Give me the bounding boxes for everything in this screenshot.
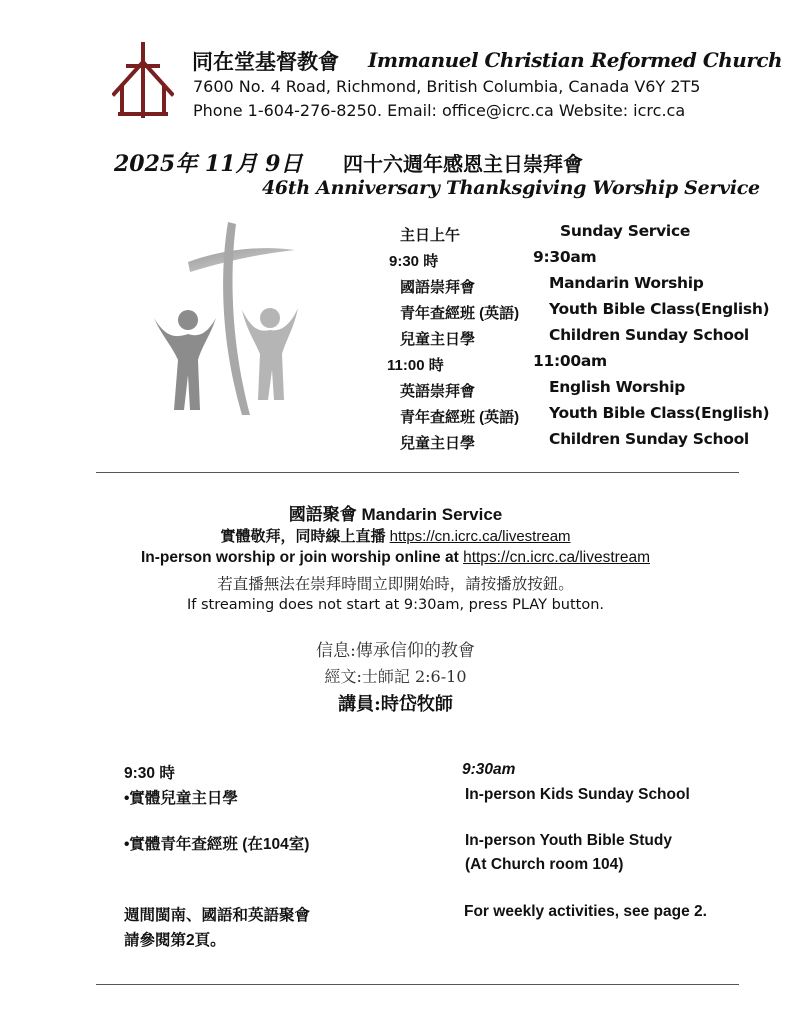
schedule-item-cn: 青年查經班 (英語)	[400, 409, 520, 426]
weekly-note-cn: 週間閩南、國語和英語聚會	[124, 907, 311, 924]
cross-with-people-icon	[150, 210, 300, 425]
schedule-item-en: Children Sunday School	[549, 430, 749, 448]
schedule-item-cn: 青年查經班 (英語)	[400, 305, 520, 322]
service-title-cn: 四十六週年感恩主日崇拜會	[343, 152, 583, 176]
schedule-item-en: English Worship	[549, 378, 686, 396]
schedule-item-en: Youth Bible Class(English)	[549, 300, 770, 318]
stream-note-en: If streaming does not start at 9:30am, press PLAY button.	[186, 597, 605, 613]
schedule-heading-cn: 主日上午	[400, 227, 461, 244]
stream-note-cn: 若直播無法在崇拜時間立即開始時，請按播放按鈕。	[217, 575, 574, 593]
schedule-time1-cn: 9:30 時	[389, 253, 439, 270]
sermon-speaker: 講員:時岱牧師	[338, 694, 453, 715]
mandarin-service-title: 國語聚會 Mandarin Service	[288, 505, 503, 524]
divider	[96, 984, 739, 985]
inperson-cn-line	[0, 525, 791, 546]
schedule-item-cn: 英語崇拜會	[400, 383, 476, 400]
inperson-en-line	[0, 549, 791, 567]
sermon-message: 信息:傳承信仰的教會	[316, 641, 475, 661]
livestream-link[interactable]: https://cn.icrc.ca/livestream	[389, 528, 571, 545]
schedule-heading-en: Sunday Service	[560, 222, 691, 240]
schedule-item-cn: 兒童主日學	[400, 435, 476, 452]
schedule-item-cn: 國語崇拜會	[400, 279, 476, 296]
bottom-time-en: 9:30am	[462, 761, 516, 778]
church-address: 7600 No. 4 Road, Richmond, British Columbia, Canada V6Y 2T5	[193, 77, 701, 96]
schedule-item-en: Mandarin Worship	[549, 274, 704, 292]
divider	[96, 472, 739, 473]
youth-study-en: In-person Youth Bible Study	[465, 832, 672, 849]
weekly-note-cn-2: 請參閱第2頁。	[124, 932, 226, 949]
schedule-item-en: Children Sunday School	[549, 326, 749, 344]
church-contact: Phone 1-604-276-8250. Email: office@icrc.ca Website: icrc.ca	[193, 101, 686, 120]
church-name-cn: 同在堂基督教會	[192, 49, 339, 74]
sermon-scripture: 經文:士師記 2:6-10	[324, 667, 467, 686]
schedule-time2-en: 11:00am	[533, 352, 607, 370]
bottom-time-cn: 9:30 時	[124, 765, 175, 782]
service-date: 2025年 11月 9日	[114, 151, 303, 177]
schedule-item-cn: 兒童主日學	[400, 331, 476, 348]
livestream-link[interactable]: https://cn.icrc.ca/livestream	[463, 549, 650, 566]
church-logo-icon	[112, 42, 174, 118]
inperson-en-text: In-person worship or join worship online at	[141, 549, 464, 566]
weekly-note-en: For weekly activities, see page 2.	[464, 903, 707, 920]
youth-study-cn: •實體青年查經班 (在104室)	[124, 836, 310, 853]
schedule-time2-cn: 11:00 時	[387, 357, 444, 374]
schedule-item-en: Youth Bible Class(English)	[549, 404, 770, 422]
youth-study-room-en: (At Church room 104)	[465, 856, 624, 873]
kids-school-en: In-person Kids Sunday School	[465, 786, 690, 803]
schedule-time1-en: 9:30am	[533, 248, 597, 266]
kids-school-cn: •實體兒童主日學	[124, 790, 238, 807]
inperson-cn-text: 實體敬拜，同時線上直播	[220, 528, 390, 545]
church-name-en: Immanuel Christian Reformed Church	[368, 48, 783, 72]
service-title-en: 46th Anniversary Thanksgiving Worship Service	[262, 177, 760, 199]
